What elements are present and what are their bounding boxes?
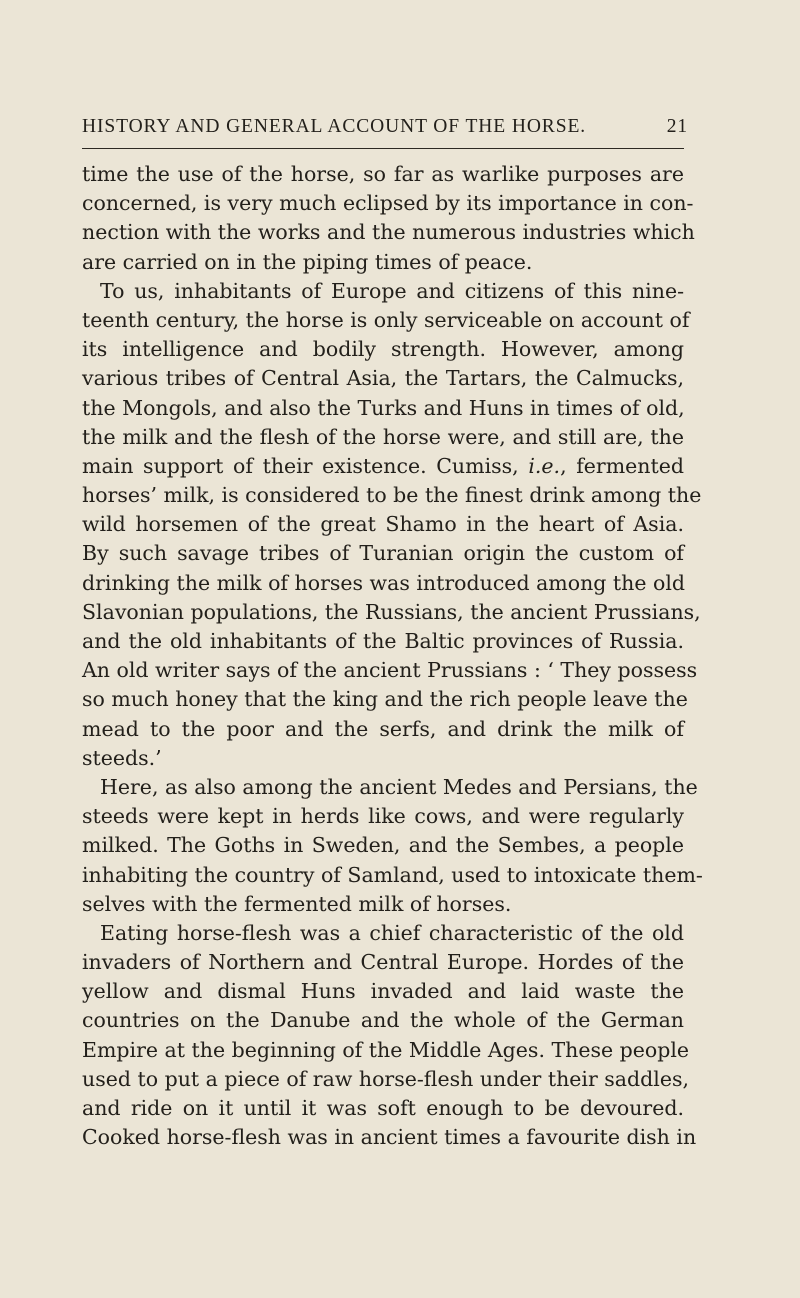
- text-line: Eating horse-flesh was a chief characteristic of the old: [100, 920, 684, 945]
- text-line: various tribes of Central Asia, the Tartars, the Calmucks,: [82, 366, 684, 391]
- italic-abbreviation: i.e.: [528, 453, 561, 478]
- text-line: wild horsemen of the great Shamo in the heart of Asia.: [82, 512, 684, 537]
- text-line: selves with the fermented milk of horses.: [82, 891, 512, 916]
- text-line: used to put a piece of raw horse-flesh under their saddles,: [82, 1066, 689, 1091]
- text-line: steeds were kept in herds like cows, and were regularly: [82, 804, 684, 829]
- text-line: Here, as also among the ancient Medes and Persians, the: [100, 774, 698, 799]
- text-segment: main support of their existence. Cumiss,: [82, 453, 529, 478]
- page-number: 21: [666, 116, 688, 137]
- text-line: yellow and dismal Huns invaded and laid waste the: [82, 979, 684, 1004]
- text-line: nection with the works and the numerous industries which: [82, 220, 695, 245]
- running-head: [82, 116, 688, 138]
- text-line: the Mongols, and also the Turks and Huns in times of old,: [82, 395, 685, 420]
- text-line: invaders of Northern and Central Europe. Hordes of the: [82, 950, 684, 975]
- header-rule: [82, 148, 684, 149]
- text-line: time the use of the horse, so far as warlike purposes are: [82, 162, 684, 186]
- text-line: the milk and the flesh of the horse were, and still are, the: [82, 424, 684, 449]
- text-line: Slavonian populations, the Russians, the ancient Prussians,: [82, 599, 701, 624]
- text-line: milked. The Goths in Sweden, and the Sembes, a people: [82, 833, 684, 858]
- text-line: Empire at the beginning of the Middle Ages. These people: [82, 1037, 690, 1062]
- text-line: its intelligence and bodily strength. However, among: [82, 337, 684, 362]
- text-line: so much honey that the king and the rich people leave the: [82, 687, 688, 712]
- text-line: mead to the poor and the serfs, and drink the milk of: [82, 716, 684, 741]
- text-segment: , fermented: [560, 453, 684, 478]
- text-line: concerned, is very much eclipsed by its importance in con-: [82, 191, 694, 216]
- text-line: teenth century, the horse is only serviceable on account of: [82, 307, 690, 332]
- text-line: and ride on it until it was soft enough to be devoured.: [82, 1096, 684, 1120]
- text-line: and the old inhabitants of the Baltic provinces of Russia.: [82, 629, 684, 653]
- text-line: Cooked horse-flesh was in ancient times a favourite dish in: [82, 1125, 697, 1150]
- text-line: are carried on in the piping times of peace.: [82, 249, 533, 274]
- text-line: countries on the Danube and the whole of the German: [82, 1008, 684, 1033]
- running-head-title: HISTORY AND GENERAL ACCOUNT OF THE HORSE.: [82, 116, 587, 137]
- text-line: inhabiting the country of Samland, used to intoxicate them-: [82, 862, 703, 887]
- text-line: To us, inhabitants of Europe and citizens of this nine-: [100, 278, 684, 303]
- text-line: horses’ milk, is considered to be the finest drink among the: [82, 483, 702, 508]
- text-line: drinking the milk of horses was introduced among the old: [82, 570, 686, 595]
- text-line: By such savage tribes of Turanian origin the custom of: [82, 541, 684, 566]
- text-line: An old writer says of the ancient Prussians : ‘ They possess: [82, 658, 698, 683]
- text-line: steeds.’: [82, 745, 162, 770]
- body-text: [82, 160, 703, 1152]
- text-line-mixed: [82, 452, 684, 481]
